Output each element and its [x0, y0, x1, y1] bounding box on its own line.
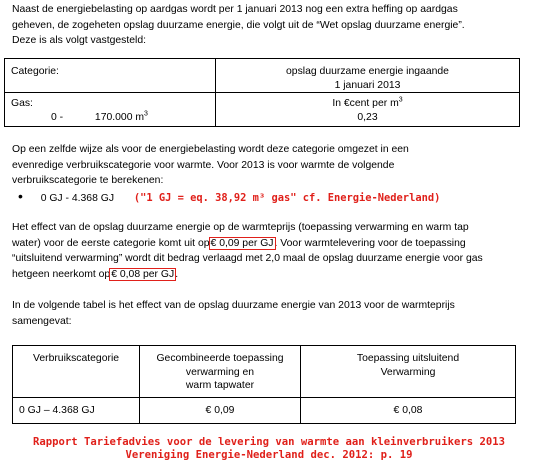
- conversion-annotation: ("1 GJ = eq. 38,92 m³ gas" cf. Energie-Nederland): [133, 191, 441, 204]
- col-header-line: Gecombineerde toepassing: [156, 353, 284, 364]
- col-header-line: warm tapwater: [185, 380, 255, 391]
- opslag-header: [216, 59, 520, 93]
- effect-line: Het effect van de opslag duurzame energie op de warmteprijs (toepassing verwarming en warm tap: [12, 222, 469, 233]
- col-header-category: Verbruikscategorie: [13, 346, 140, 398]
- conversion-paragraph: [12, 142, 530, 206]
- bullet-icon: •: [18, 187, 23, 204]
- gas-label: Gas:: [11, 98, 33, 109]
- citation-line: Rapport Tariefadvies voor de levering van warmte aan kleinverbruikers 2013: [33, 436, 505, 448]
- row-heating-value: € 0,08: [301, 398, 516, 424]
- opslag-table: [4, 58, 520, 127]
- summary-table: [12, 345, 516, 424]
- intro-line: Deze is als volgt vastgesteld:: [12, 35, 146, 46]
- bullet-text: 0 GJ - 4.368 GJ: [40, 192, 115, 204]
- category-header: Categorie:: [5, 59, 216, 93]
- row-category: 0 GJ – 4.368 GJ: [13, 398, 140, 424]
- effect-text: water) voor de eerste categorie komt uit op: [12, 237, 210, 249]
- col-header-combined: [140, 346, 301, 398]
- unit-sup: 3: [398, 96, 403, 104]
- gas-value: 0,23: [357, 111, 378, 123]
- col-header-line: Toepassing uitsluitend: [356, 353, 460, 364]
- effect-line: [12, 267, 530, 283]
- summary-line: samengevat:: [12, 315, 72, 327]
- table-row: [13, 398, 516, 424]
- col-header-heating: [301, 346, 516, 398]
- summary-line: In de volgende tabel is het effect van de opslag duurzame energie van 2013 voor de warmteprijs: [12, 300, 455, 311]
- intro-paragraph: [12, 2, 530, 49]
- range-from: 0 -: [51, 111, 64, 123]
- opslag-header-line: 1 januari 2013: [334, 79, 401, 91]
- highlight-price-heating: € 0,08 per GJ: [111, 268, 175, 280]
- summary-paragraph: [12, 298, 530, 329]
- effect-line: [12, 236, 530, 252]
- unit-label: In €cent per m: [332, 98, 399, 109]
- row-combined-value: € 0,09: [140, 398, 301, 424]
- gas-range: [11, 111, 211, 125]
- bullet-item: [12, 189, 530, 207]
- gas-value-cell: [216, 93, 520, 127]
- col-header-line: verwarming en: [185, 366, 255, 378]
- intro-line: Naast de energiebelasting op aardgas wordt per 1 januari 2013 nog een extra heffing op aardgas: [12, 4, 458, 15]
- conversion-line: evenredige verbruikscategorie voor warmte. Voor 2013 is voor warmte de volgende: [12, 159, 395, 171]
- citation-line: Vereniging Energie-Nederland dec. 2012: p. 19: [125, 449, 413, 461]
- opslag-header-line: opslag duurzame energie ingaande: [286, 66, 449, 77]
- effect-text: .: [175, 268, 179, 280]
- effect-paragraph: [12, 220, 530, 282]
- intro-line: geheven, de zogeheten opslag duurzame energie, die volgt uit de “Wet opslag duurzame energie”.: [12, 19, 465, 31]
- source-citation: [0, 436, 538, 462]
- range-to: 170.000 m: [94, 111, 145, 123]
- effect-text: hetgeen neerkomt op: [12, 268, 111, 280]
- highlight-price-combined: € 0,09 per GJ: [210, 237, 274, 249]
- effect-text: . Voor warmtelevering voor de toepassing: [274, 237, 466, 249]
- conversion-line: verbruikscategorie te berekenen:: [12, 175, 164, 186]
- gas-category-cell: [5, 93, 216, 127]
- conversion-line: Op een zelfde wijze als voor de energiebelasting wordt deze categorie omgezet in een: [12, 144, 409, 155]
- col-header-line: Verwarming: [380, 366, 436, 378]
- effect-line: “uitsluitend verwarming” wordt dit bedrag verlaagd met 2,0 maal de opslag duurzame energie voor gas: [12, 253, 483, 264]
- range-sup: 3: [144, 110, 148, 118]
